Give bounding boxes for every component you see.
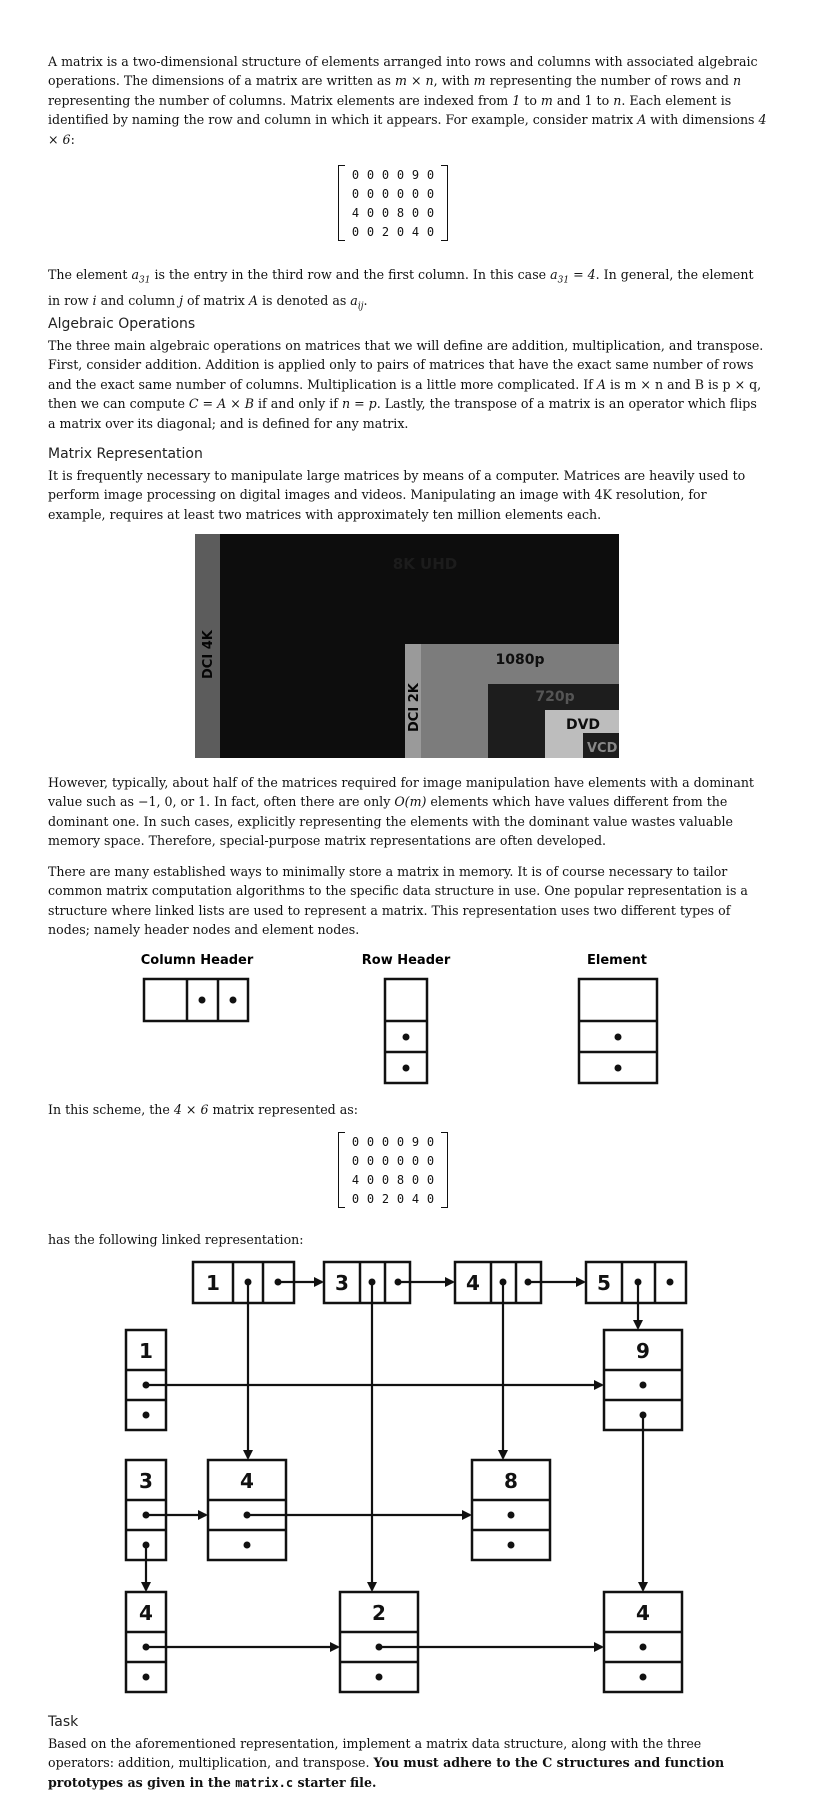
row-header-title: Row Header (361, 953, 451, 968)
matrix-cell: 0 (426, 1191, 435, 1206)
scheme-sentence: In this scheme, the 4 × 6 matrix represented as: (48, 1102, 358, 1117)
column-header-title: Column Header (140, 953, 254, 968)
matrix-cell: 0 (351, 1134, 360, 1149)
matrix-cell: 0 (366, 167, 375, 182)
matrix-cell: 8 (396, 205, 405, 220)
representation-paragraph: It is frequently necessary to manipulate large matrices by means of a computer. Matrices are heavily used to perform image processing on digital images and videos. Manipulating an image with 4K resolution, for example, requires at least two matrices with approximately ten million elements each. (48, 468, 746, 522)
matrix-row (348, 1189, 438, 1208)
matrix-cell: 0 (366, 205, 375, 220)
matrix-cell: 8 (396, 1172, 405, 1187)
row-header-label: 4 (139, 1601, 153, 1625)
matrix-cell: 4 (351, 1172, 360, 1187)
matrix-cell: 0 (366, 186, 375, 201)
algebraic-paragraph: The three main algebraic operations on matrices that we will define are addition, multiplication, and transpose. First, consider addition. Addition is applied only to pairs of matrices that have the exact same number of rows and the exact same number of columns. Multiplication is a little more complicated. If A is m × n and B is p × q, then we can compute C = A × B if and only if n = p. Lastly, the transpose of a matrix is an operator which flips a matrix over its diagonal; and is defined for any matrix. (48, 338, 764, 431)
matrix-cell: 9 (411, 1134, 420, 1149)
matrix-cell: 0 (381, 205, 390, 220)
element-value: 4 (240, 1469, 254, 1493)
matrix-cell: 9 (411, 167, 420, 182)
dci-2k-label: DCI 2K (407, 683, 422, 732)
matrix-cell: 4 (411, 1191, 420, 1206)
linked-list-paragraph: There are many established ways to minimally store a matrix in memory. It is of course necessary to tailor common matrix computation algorithms to the specific data structure in use. One popular representation is a structure where linked lists are used to represent a matrix. This representation uses two different types of nodes; namely header nodes and element nodes. (48, 864, 748, 938)
col-header-label: 3 (335, 1271, 349, 1295)
row-header-label: 1 (139, 1339, 153, 1363)
matrix-cell: 0 (426, 186, 435, 201)
intro-paragraph: A matrix is a two-dimensional structure of elements arranged into rows and columns with associated algebraic operations. The dimensions of a matrix are written as m × n, with m representing the number of rows and n representing the number of columns. Matrix elements are indexed from 1 to m and 1 to n. Each element is identified by naming the row and column in which it appears. For example, consider matrix A with dimensions 4 × 6: (48, 54, 767, 147)
matrix-cell: 0 (351, 224, 360, 239)
matrix-cell: 4 (351, 205, 360, 220)
matrix-cell: 0 (426, 1172, 435, 1187)
heading-matrix-representation: Matrix Representation (48, 446, 203, 462)
matrix-cell: 0 (396, 1191, 405, 1206)
matrix-cell: 0 (381, 167, 390, 182)
matrix-cell: 2 (381, 1191, 390, 1206)
matrix-cell: 0 (381, 1153, 390, 1168)
hd-720p-label: 720p (535, 689, 575, 705)
matrix-cell: 0 (366, 1172, 375, 1187)
matrix-cell: 0 (366, 224, 375, 239)
matrix-cell: 4 (411, 224, 420, 239)
matrix-cell: 0 (426, 1153, 435, 1168)
matrix-cell: 0 (366, 1134, 375, 1149)
element-value: 9 (636, 1339, 650, 1363)
vcd-label: VCD (587, 741, 618, 756)
matrix-cell: 0 (426, 224, 435, 239)
matrix-example-2 (348, 1132, 438, 1208)
linked-representation-diagram (0, 1250, 816, 1710)
heading-algebraic-operations: Algebraic Operations (48, 316, 196, 332)
matrix-row (348, 1170, 438, 1189)
matrix-cell: 0 (366, 1153, 375, 1168)
heading-task: Task (48, 1714, 79, 1730)
task-paragraph: Based on the aforementioned representation, implement a matrix data structure, along with the three operators: addition, multiplication, and transpose. You must adhere to the C structures and function prototypes as given in the matrix.c starter file. (48, 1736, 725, 1790)
hd-1080p-label: 1080p (495, 652, 545, 668)
matrix-cell: 0 (396, 224, 405, 239)
matrix-cell: 0 (366, 1191, 375, 1206)
matrix-row (348, 1132, 438, 1151)
element-paragraph: The element $a_{31}$ is the entry in the third row and the first column. In this case $a_{31} = 4$. In general, the element in row i and column j of matrix A is denoted as $a_{ij}$. (48, 267, 754, 312)
col-header-label: 5 (597, 1271, 611, 1295)
matrix-row (348, 184, 438, 203)
matrix-cell: 2 (381, 224, 390, 239)
matrix-cell: 0 (396, 167, 405, 182)
dci-4k-label: DCI 4K (201, 630, 216, 679)
matrix-example-1 (348, 165, 438, 241)
matrix-cell: 0 (426, 1134, 435, 1149)
matrix-cell: 0 (351, 1191, 360, 1206)
uhd-8k-label: 8K UHD (392, 555, 458, 573)
matrix-cell: 0 (381, 1172, 390, 1187)
dvd-label: DVD (565, 717, 601, 733)
matrix-cell: 0 (426, 205, 435, 220)
element-value: 2 (372, 1601, 386, 1625)
element-title: Element (587, 953, 647, 968)
resolution-comparison-image (195, 534, 619, 758)
matrix-cell: 0 (351, 1153, 360, 1168)
sparse-paragraph: However, typically, about half of the matrices required for image manipulation have elements with a dominant value such as −1, 0, or 1. In fact, often there are only O(m) elements which have values different from the dominant one. In such cases, explicitly representing the elements with the dominant value wastes valuable memory space. Therefore, special-purpose matrix representations are often developed. (48, 775, 754, 849)
linked-representation-label: has the following linked representation: (48, 1232, 304, 1247)
element-value: 4 (636, 1601, 650, 1625)
matrix-cell: 0 (426, 167, 435, 182)
matrix-cell: 0 (396, 186, 405, 201)
matrix-cell: 0 (381, 186, 390, 201)
matrix-cell: 0 (351, 186, 360, 201)
matrix-cell: 0 (411, 1153, 420, 1168)
matrix-row (348, 203, 438, 222)
col-header-label: 1 (206, 1271, 220, 1295)
matrix-row (348, 165, 438, 184)
element-value: 8 (504, 1469, 518, 1493)
matrix-cell: 0 (396, 1153, 405, 1168)
node-types-diagram (0, 944, 816, 1094)
matrix-cell: 0 (411, 205, 420, 220)
matrix-cell: 0 (411, 1172, 420, 1187)
matrix-row (348, 222, 438, 241)
matrix-cell: 0 (396, 1134, 405, 1149)
col-header-label: 4 (466, 1271, 480, 1295)
matrix-cell: 0 (381, 1134, 390, 1149)
matrix-cell: 0 (411, 186, 420, 201)
row-header-label: 3 (139, 1469, 153, 1493)
matrix-cell: 0 (351, 167, 360, 182)
matrix-row (348, 1151, 438, 1170)
